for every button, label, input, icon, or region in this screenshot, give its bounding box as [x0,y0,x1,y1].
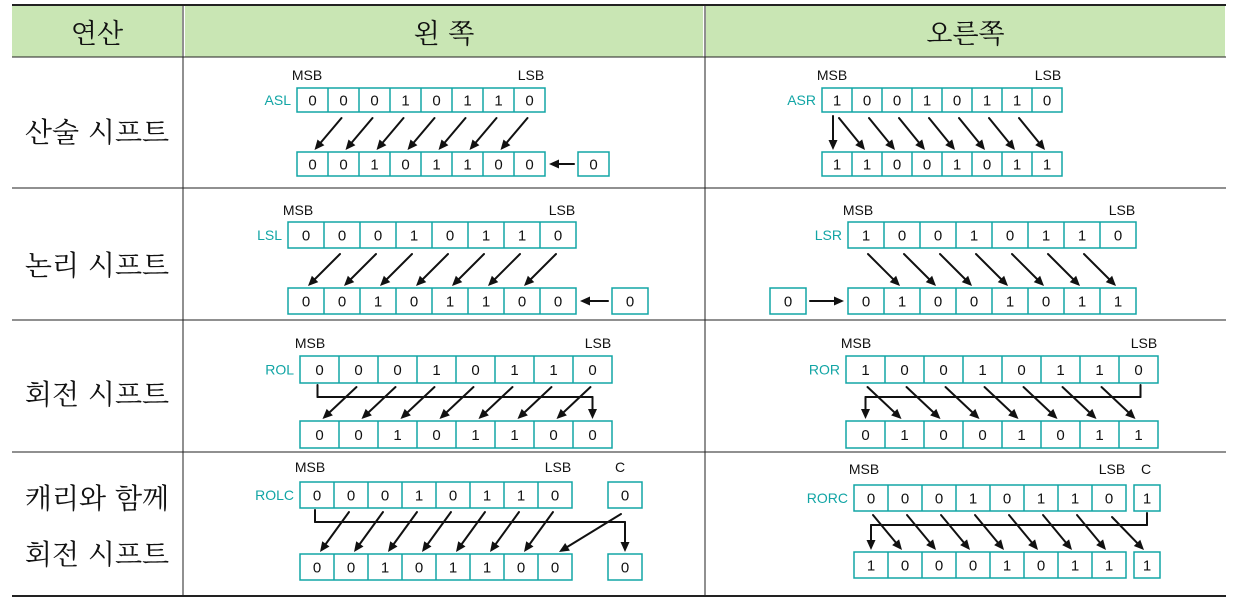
shift-arrow [959,118,981,145]
shift-arrow [444,387,474,415]
shift-arrow [384,254,412,282]
result-register-bit: 1 [471,427,480,444]
source-register-bit: 1 [861,227,871,245]
carry-label: C [1140,461,1152,477]
register-name: ASL [264,92,291,108]
fill-arrow-head [580,297,590,306]
result-register-bit: 1 [380,559,390,577]
result-register-bit: 0 [969,293,979,311]
result-register-bit: 0 [933,293,943,311]
shift-arrow [1043,515,1068,545]
result-register-bit: 0 [934,557,944,575]
source-register-bit: 0 [1002,490,1012,508]
source-register-bit: 0 [339,92,348,110]
shift-arrow [976,254,1004,282]
source-register-bit: 0 [308,92,317,110]
lsb-label: LSB [1108,202,1136,218]
shift-arrow [989,118,1011,145]
source-register-bit: 1 [1036,490,1046,508]
source-register-bit: 0 [525,92,534,110]
sign-keep-arrow-head [829,140,838,150]
result-register-bit: 1 [445,293,455,311]
carry-in-arrow-head [621,542,630,552]
register-name: ROL [265,361,294,378]
msb-label: MSB [842,202,874,218]
shift-arrow [349,118,372,145]
source-register-bit: 0 [312,487,322,505]
carry-result-box-bit: 0 [620,559,630,577]
shift-arrow [456,254,484,282]
shift-arrow [411,118,434,145]
shift-arrow [473,118,496,145]
shift-arrow-head [388,541,398,552]
result-register-bit: 1 [1113,293,1123,311]
shift-arrow [504,118,527,145]
result-register-bit: 1 [510,427,519,444]
result-register-bit: 0 [308,156,317,174]
shift-arrow-head [354,541,364,552]
source-register-bit: 0 [897,227,907,245]
source-register-bit: 0 [432,92,441,110]
shift-arrow [1102,387,1132,415]
shift-arrow [1024,387,1054,415]
msb-label: MSB [294,335,326,351]
shift-arrow [380,118,403,145]
result-register-bit: 0 [939,427,948,444]
result-register-bit: 1 [432,156,441,174]
result-register-bit: 0 [517,293,527,311]
shift-arrow [460,512,485,547]
msb-label: MSB [848,461,880,477]
source-register-bit: 0 [952,92,962,110]
shift-arrow [946,387,976,415]
shift-arrow [868,387,898,415]
source-register-bit: 1 [549,362,558,379]
shift-arrow [420,254,448,282]
lsb-label: LSB [548,202,576,218]
shift-arrow [1077,515,1102,545]
result-register-bit: 0 [409,293,419,311]
register-name: LSR [814,227,842,243]
source-register-bit: 1 [1070,490,1080,508]
result-register-bit: 0 [553,293,563,311]
result-register-bit: 1 [897,293,907,311]
carry-box-bit: 1 [1142,490,1152,508]
shift-arrow [494,512,519,547]
shift-arrow-head [422,541,432,552]
source-register-bit: 0 [337,227,347,245]
fill-bit-box-bit: 0 [625,293,635,311]
source-register-bit: 0 [1017,362,1026,379]
source-register-bit: 0 [373,227,383,245]
source-register-bit: 1 [517,227,527,245]
msb-label: MSB [282,202,314,218]
shift-arrow [1048,254,1076,282]
source-register-bit: 1 [922,92,932,110]
source-register-bit: 1 [861,362,870,379]
result-register-bit: 1 [373,293,383,311]
result-register-bit: 1 [1005,293,1015,311]
source-register-bit: 0 [370,92,379,110]
shift-arrow [348,254,376,282]
result-register-bit: 0 [494,156,503,174]
carry-out-arrow [1112,517,1140,546]
shift-arrow [426,512,451,547]
shift-arrow-head [524,541,534,552]
shift-arrow [327,387,357,415]
result-register-bit: 1 [482,559,492,577]
shift-arrow [868,254,896,282]
source-register-bit: 1 [409,227,419,245]
lsb-label: LSB [1098,461,1126,477]
msb-label: MSB [816,67,848,83]
result-register-bit: 1 [1104,557,1114,575]
result-register-bit: 1 [448,559,458,577]
shift-arrow [492,254,520,282]
header-right: 오른쪽 [706,5,1225,57]
shift-arrow [366,387,396,415]
msb-label: MSB [291,67,323,83]
source-register-bit: 0 [900,362,909,379]
result-register-bit: 1 [1134,427,1143,444]
fill-arrow-head [834,297,844,306]
source-register-bit: 1 [510,362,519,379]
result-register-bit: 0 [978,427,987,444]
register-name: ROR [808,361,840,378]
result-register-bit: 0 [315,427,324,444]
source-register-bit: 1 [482,487,492,505]
shift-arrow [975,515,1000,545]
source-register-bit: 0 [445,227,455,245]
shift-arrow-head [490,541,500,552]
source-register-bit: 0 [1134,362,1143,379]
carry-out-arrow [564,514,621,549]
result-register-bit: 0 [516,559,526,577]
msb-label: MSB [840,335,872,351]
lsb-label: LSB [584,335,612,351]
result-register-bit: 1 [1012,156,1022,174]
result-register-bit: 1 [1042,156,1052,174]
shift-arrow [1063,387,1093,415]
source-register-bit: 0 [939,362,948,379]
wrap-arrow-head [588,409,597,419]
result-register-bit: 0 [339,156,348,174]
shift-arrow [941,515,966,545]
source-register-bit: 0 [588,362,597,379]
shift-arrow [324,512,349,547]
source-register-bit: 0 [934,490,944,508]
carry-label: C [614,459,626,475]
result-register-bit: 0 [414,559,424,577]
source-register-bit: 0 [866,490,876,508]
result-register-bit: 0 [922,156,932,174]
result-register-bit: 1 [1095,427,1104,444]
result-register-bit: 0 [401,156,410,174]
shift-arrow-head [320,541,330,552]
result-register-bit: 0 [301,293,311,311]
row-label-line: 논리 시프트 [24,249,170,282]
source-register-bit: 0 [380,487,390,505]
source-register-bit: 1 [1077,227,1087,245]
result-register-bit: 1 [866,557,876,575]
shift-arrow [1019,118,1041,145]
result-register-bit: 0 [900,557,910,575]
result-register-bit: 0 [549,427,558,444]
source-register-bit: 0 [346,487,356,505]
shift-arrow [561,387,591,415]
source-register-bit: 0 [933,227,943,245]
source-register-bit: 0 [892,92,902,110]
result-register-bit: 1 [1077,293,1087,311]
shift-arrow [940,254,968,282]
carry-result-box-bit: 1 [1142,557,1152,575]
register-name: LSL [257,227,282,243]
source-register-bit: 0 [471,362,480,379]
source-register-bit: 1 [832,92,842,110]
result-register-bit: 0 [1056,427,1065,444]
fill-bit-box-bit: 0 [589,156,598,174]
source-register-bit: 1 [1095,362,1104,379]
lsb-label: LSB [1130,335,1158,351]
source-register-bit: 0 [1104,490,1114,508]
source-register-bit: 1 [463,92,472,110]
result-register-bit: 1 [393,427,402,444]
result-register-bit: 0 [525,156,534,174]
source-register-bit: 0 [1005,227,1015,245]
source-register-bit: 0 [393,362,402,379]
source-register-bit: 0 [862,92,872,110]
source-register-bit: 1 [494,92,503,110]
result-register-bit: 1 [370,156,379,174]
source-register-bit: 1 [1056,362,1065,379]
shift-arrow [899,118,921,145]
source-register-bit: 1 [982,92,992,110]
msb-label: MSB [294,459,326,475]
carry-box-bit: 0 [620,487,630,505]
shift-arrow [483,387,513,415]
source-register-bit: 1 [414,487,424,505]
source-register-bit: 1 [432,362,441,379]
source-register-bit: 0 [553,227,563,245]
header-operation: 연산 [12,5,182,57]
row-label-line: 캐리와 함께 [24,482,170,515]
result-register-bit: 1 [1017,427,1026,444]
source-register-bit: 0 [550,487,560,505]
shift-arrow [392,512,417,547]
source-register-bit: 1 [1041,227,1051,245]
register-name: ROLC [255,487,294,503]
carry-in-arrow-head [867,540,876,550]
source-register-bit: 0 [900,490,910,508]
shift-arrow [528,512,553,547]
shift-arrow [522,387,552,415]
shift-arrow [1084,254,1112,282]
source-register-bit: 0 [1042,92,1052,110]
lsb-label: LSB [1034,67,1062,83]
source-register-bit: 1 [978,362,987,379]
result-register-bit: 0 [312,559,322,577]
result-register-bit: 1 [1070,557,1080,575]
register-name: RORC [806,490,848,506]
result-register-bit: 1 [1002,557,1012,575]
wrap-arrow-head [861,409,870,419]
shift-arrow [869,118,891,145]
fill-bit-box-bit: 0 [783,293,793,311]
result-register-bit: 1 [832,156,842,174]
source-register-bit: 0 [1113,227,1123,245]
shift-arrow [929,118,951,145]
source-register-bit: 1 [1012,92,1022,110]
result-register-bit: 1 [952,156,962,174]
source-register-bit: 0 [354,362,363,379]
result-register-bit: 1 [481,293,491,311]
row-label-line: 회전 시프트 [24,378,170,411]
shift-arrow [318,118,341,145]
shift-arrow [442,118,465,145]
shift-arrow [358,512,383,547]
shift-arrow-head [456,541,466,552]
row-label-line: 산술 시프트 [24,116,170,149]
shift-arrow [839,118,861,145]
result-register-bit: 0 [892,156,902,174]
result-register-bit: 0 [982,156,992,174]
shift-arrow [904,254,932,282]
row-label-line: 회전 시프트 [24,538,170,571]
register-name: ASR [787,92,816,108]
result-register-bit: 0 [588,427,597,444]
result-register-bit: 1 [862,156,872,174]
source-register-bit: 1 [401,92,410,110]
source-register-bit: 0 [315,362,324,379]
result-register-bit: 0 [861,427,870,444]
result-register-bit: 0 [337,293,347,311]
shift-arrow [907,387,937,415]
result-register-bit: 0 [432,427,441,444]
source-register-bit: 1 [968,490,978,508]
header-left: 왼 쪽 [185,5,703,57]
result-register-bit: 0 [354,427,363,444]
result-register-bit: 0 [346,559,356,577]
shift-arrow [907,515,932,545]
result-register-bit: 0 [968,557,978,575]
fill-arrow-head [549,160,559,169]
result-register-bit: 0 [1036,557,1046,575]
source-register-bit: 0 [448,487,458,505]
lsb-label: LSB [517,67,545,83]
source-register-bit: 1 [516,487,526,505]
result-register-bit: 0 [861,293,871,311]
shift-arrow [985,387,1015,415]
lsb-label: LSB [544,459,572,475]
result-register-bit: 0 [1041,293,1051,311]
shift-arrow [312,254,340,282]
result-register-bit: 1 [900,427,909,444]
shift-arrow [873,515,898,545]
result-register-bit: 1 [463,156,472,174]
result-register-bit: 0 [550,559,560,577]
source-register-bit: 0 [301,227,311,245]
source-register-bit: 1 [969,227,979,245]
shift-arrow [1009,515,1034,545]
shift-arrow [1012,254,1040,282]
shift-arrow [528,254,556,282]
source-register-bit: 1 [481,227,491,245]
shift-arrow [405,387,435,415]
